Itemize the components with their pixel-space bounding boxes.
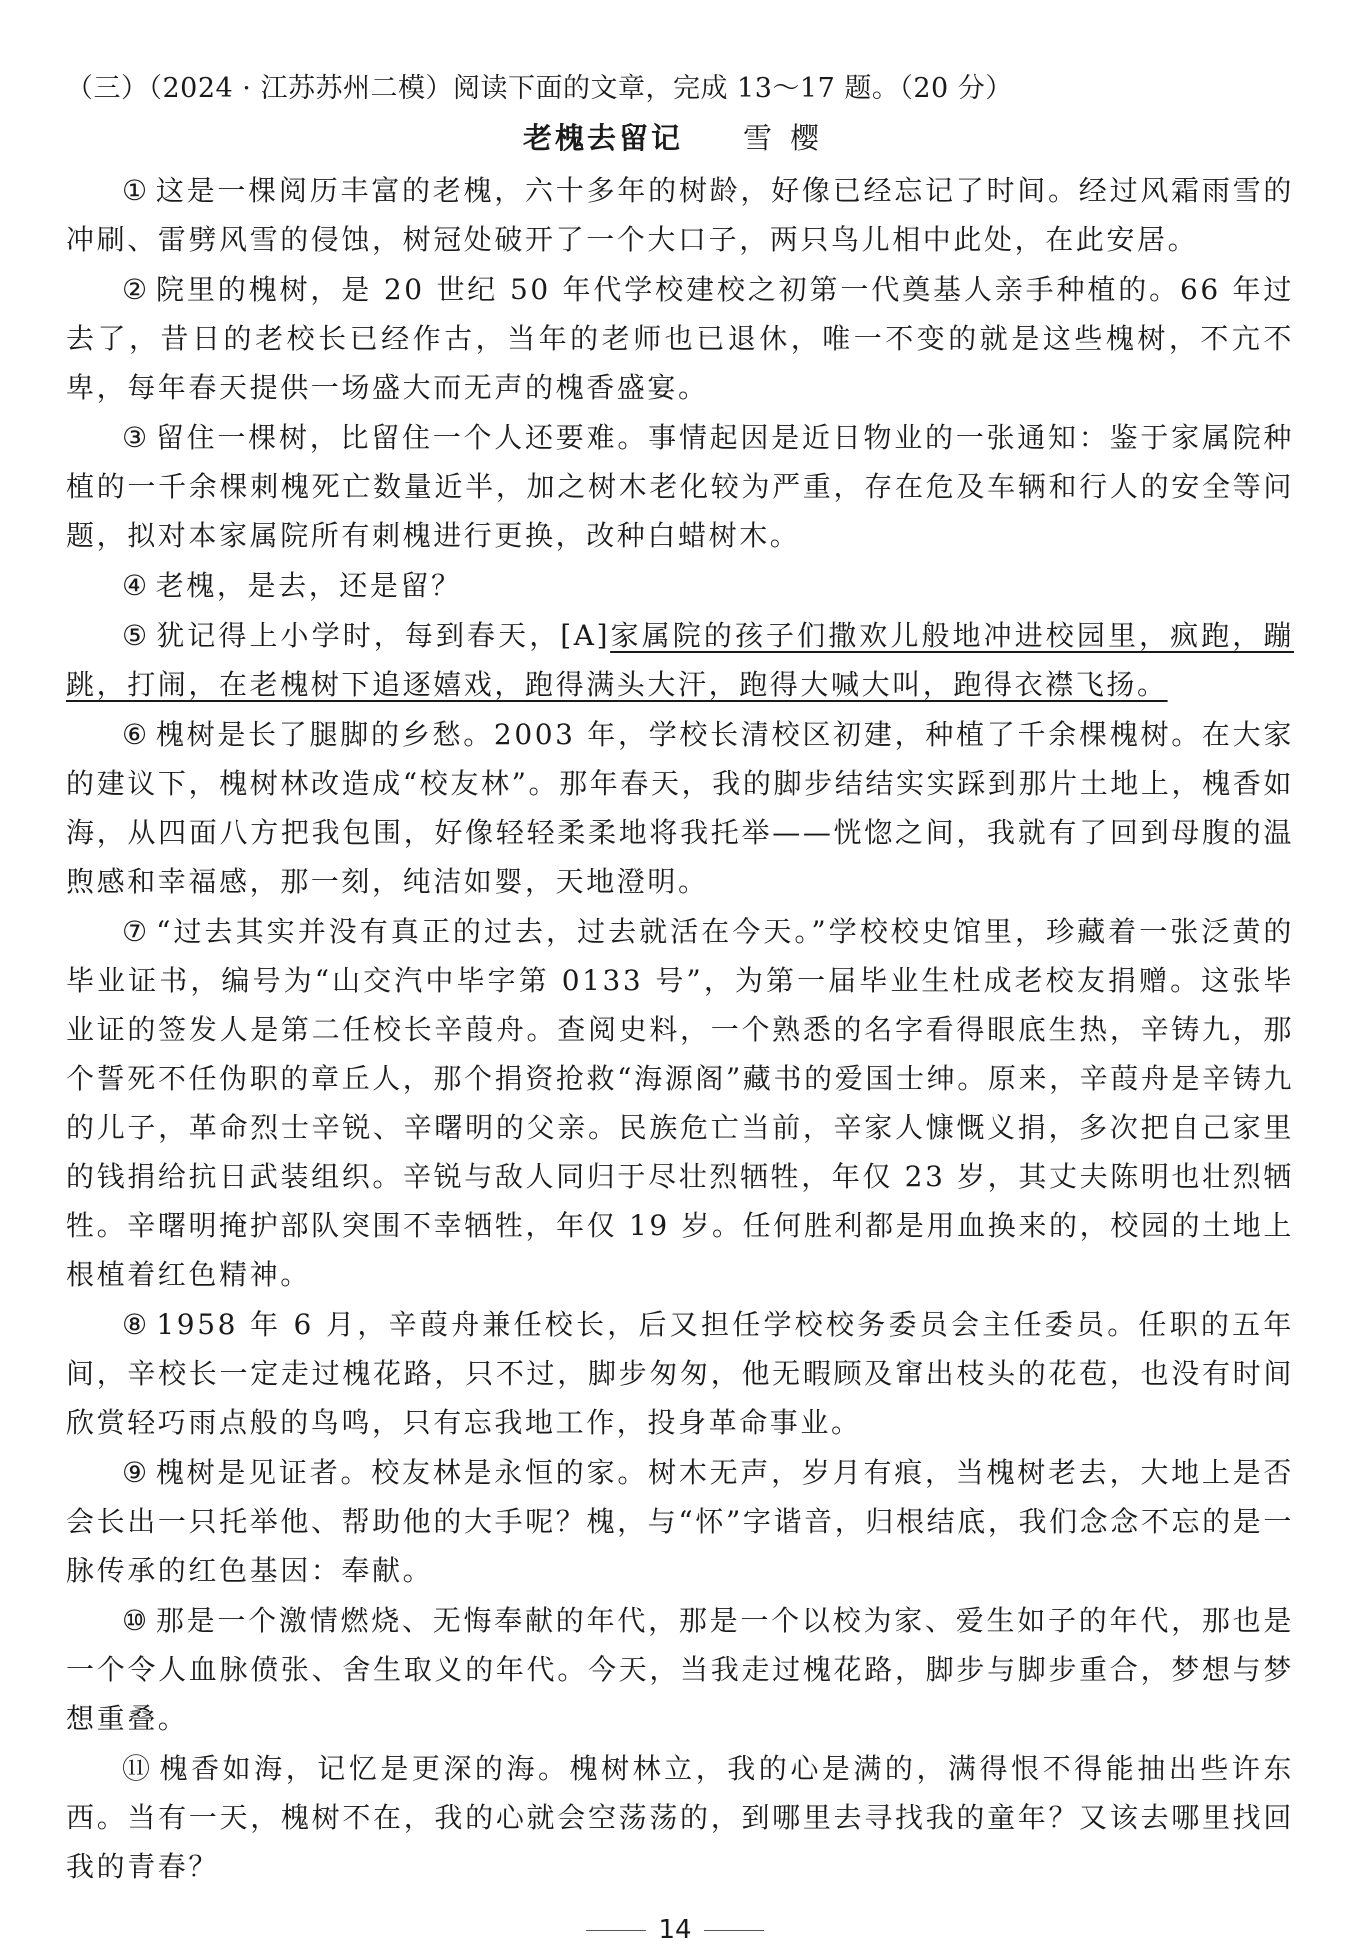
footer-rule-right (704, 1930, 764, 1931)
paragraph-11 (66, 1744, 1294, 1891)
paragraph-6 (66, 710, 1294, 906)
annotation-marker-a: [A] (560, 619, 611, 652)
paragraph-text: 1958 年 6 月，辛葭舟兼任校长，后又担任学校校务委员会主任委员。任职的五年间，辛校长一定走过槐花路，只不过，脚步匆匆，他无暇顾及窜出枝头的花苞，也没有时间欣赏轻巧雨点般的鸟鸣，只有忘我地工作，投身革命事业。 (66, 1308, 1295, 1439)
paragraph-5 (66, 611, 1294, 709)
paragraph-number: ⑥ (122, 718, 150, 751)
paragraph-8 (66, 1300, 1294, 1447)
paragraph-10 (66, 1596, 1294, 1743)
paragraph-text: 院里的槐树，是 20 世纪 50 年代学校建校之初第一代奠基人亲手种植的。66 年过去了，昔日的老校长已经作古，当年的老师也已退休，唯一不变的就是这些槐树，不亢不卑，每年春天提供一场盛大而无声的槐香盛宴。 (66, 273, 1295, 404)
paragraph-3 (66, 413, 1294, 560)
question-header: （三）（2024 · 江苏苏州二模）阅读下面的文章，完成 13～17 题。（20 分） (66, 73, 1013, 104)
document-page (66, 66, 1294, 1892)
paragraph-number: ⑦ (122, 915, 151, 948)
page-footer (0, 1915, 1350, 1945)
paragraph-7 (66, 907, 1294, 1299)
paragraph-4 (66, 561, 1294, 610)
paragraph-number: ③ (122, 421, 150, 454)
paragraph-text: 那是一个激情燃烧、无悔奉献的年代，那是一个以校为家、爱生如子的年代，那也是一个令人血脉偾张、舍生取义的年代。今天，当我走过槐花路，脚步与脚步重合，梦想与梦想重叠。 (66, 1604, 1294, 1735)
underlined-sentence: 家属院的孩子们撒欢儿般地冲进校园里，疯跑，蹦跳，打闹，在老槐树下追逐嬉戏，跑得满头大汗，跑得大喊大叫，跑得衣襟飞扬。 (66, 619, 1294, 701)
paragraph-1 (66, 166, 1294, 264)
paragraph-text: 犹记得上小学时，每到春天， (156, 619, 561, 652)
paragraph-text: 槐香如海，记忆是更深的海。槐树林立，我的心是满的，满得恨不得能抽出些许东西。当有一天，槐树不在，我的心就会空荡荡的，到哪里去寻找我的童年？又该去哪里找回我的青春？ (66, 1752, 1294, 1883)
paragraph-number: ④ (122, 569, 150, 602)
paragraph-text: 槐树是长了腿脚的乡愁。2003 年，学校长清校区初建，种植了千余棵槐树。在大家的建议下，槐树林改造成“校友林”。那年春天，我的脚步结结实实踩到那片土地上，槐香如海，从四面八方把我包围，好像轻轻柔柔地将我托举——恍惚之间，我就有了回到母腹的温煦感和幸福感，那一刻，纯洁如婴，天地澄明。 (66, 718, 1295, 898)
paragraph-text: 老槐，是去，还是留？ (155, 569, 462, 602)
paragraph-number: ⑩ (122, 1604, 150, 1637)
paragraph-number: ⑤ (122, 619, 151, 652)
paragraph-9 (66, 1448, 1294, 1595)
paragraph-number: ⑪ (122, 1752, 154, 1785)
paragraph-number: ② (122, 273, 150, 306)
paragraph-number: ① (122, 174, 150, 207)
page-number: 14 (658, 1915, 692, 1945)
article-title: 老槐去留记 (522, 121, 683, 155)
article-author: 雪樱 (743, 121, 838, 155)
paragraph-number: ⑧ (122, 1308, 151, 1341)
paragraph-text: “过去其实并没有真正的过去，过去就活在今天。”学校校史馆里，珍藏着一张泛黄的毕业证书，编号为“山交汽中毕字第 0133 号”，为第一届毕业生杜成老校友捐赠。这张毕业证的签发人是第二任校长辛葭舟。查阅史料，一个熟悉的名字看得眼底生热，辛铸九，那个誓死不任伪职的章丘人，那个捐资抢救“海源阁”藏书的爱国士绅。原来，辛葭舟是辛铸九的儿子，革命烈士辛锐、辛曙明的父亲。民族危亡当前，辛家人慷慨义捐，多次把自己家里的钱捐给抗日武装组织。辛锐与敌人同归于尽壮烈牺牲，年仅 23 岁，其丈夫陈明也壮烈牺牲。辛曙明掩护部队突围不幸牺牲，年仅 19 岁。任何胜利都是用血换来的，校园的土地上根植着红色精神。 (66, 915, 1295, 1291)
paragraph-text: 留住一棵树，比留住一个人还要难。事情起因是近日物业的一张通知：鉴于家属院种植的一千余棵刺槐死亡数量近半，加之树木老化较为严重，存在危及车辆和行人的安全等问题，拟对本家属院所有刺槐进行更换，改种白蜡树木。 (66, 421, 1294, 552)
paragraph-2 (66, 265, 1294, 412)
paragraph-text: 槐树是见证者。校友林是永恒的家。树木无声，岁月有痕，当槐树老去，大地上是否会长出一只托举他、帮助他的大手呢？槐，与“怀”字谐音，归根结底，我们念念不忘的是一脉传承的红色基因：奉献。 (66, 1456, 1294, 1587)
footer-rule-left (586, 1930, 646, 1931)
paragraph-text: 这是一棵阅历丰富的老槐，六十多年的树龄，好像已经忘记了时间。经过风霜雨雪的冲刷、雷劈风雪的侵蚀，树冠处破开了一个大口子，两只鸟儿相中此处，在此安居。 (66, 174, 1294, 256)
title-line (66, 114, 1294, 162)
paragraph-number: ⑨ (122, 1456, 150, 1489)
